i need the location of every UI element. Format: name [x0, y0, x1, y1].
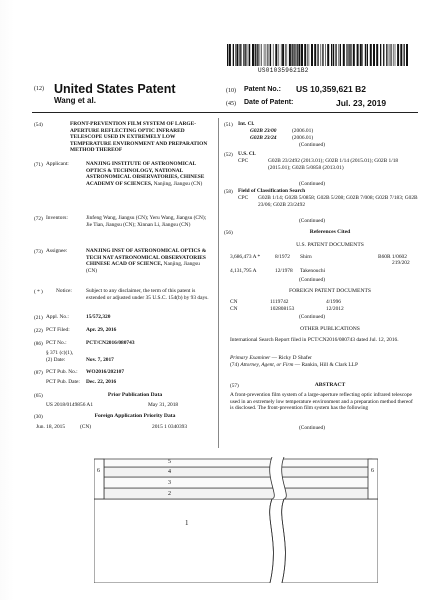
barcode-number: US010359621B2 — [258, 67, 309, 74]
barcode-bar — [325, 44, 326, 66]
barcode-bar — [243, 44, 244, 66]
code-52: (52) — [224, 152, 233, 158]
appl-label: Appl. No.: — [46, 314, 69, 320]
barcode-bar — [273, 44, 274, 66]
code-56: (56) — [224, 230, 233, 236]
code-10: (10) — [226, 88, 236, 94]
us-doc-2-date: 12/1978 — [275, 268, 293, 274]
film-layer-4 — [104, 467, 372, 477]
code-71: (71) — [34, 162, 43, 168]
code-57: (57) — [230, 383, 239, 389]
foreign-docs-continued: (Continued) — [298, 314, 326, 320]
s371-date-label: (2) Date: — [46, 357, 66, 363]
foreign-doc-2-cc: CN — [230, 306, 238, 312]
abstract-text: A front-prevention film system of a large-aperture reflecting optic infrared telescope used in an extremely low temperature environment and a preparation method thereof is disclosed. The front-prevention film system has the following — [230, 392, 413, 412]
int-cl-title: Int. Cl. — [238, 121, 255, 127]
barcode-bar — [393, 44, 394, 66]
date-label: Date of Patent: — [244, 99, 294, 106]
barcode-bar — [258, 44, 259, 66]
substrate-layer-right — [282, 499, 378, 583]
barcode-bar — [390, 44, 391, 66]
figure-label-6-right: 6 — [371, 468, 374, 474]
us-doc-1-number: 3,686,473 A * — [230, 254, 261, 260]
abstract-title: ABSTRACT — [314, 382, 346, 388]
us-cl-text: G02B 23/2492 (2013.01); G02B 1/14 (2015.01); G02B 1/18 (2015.01); G02B 5/0858 (2013.01) — [268, 158, 399, 171]
barcode-bar — [331, 44, 332, 66]
notice: Subject to any disclaimer, the term of this patent is extended or adjusted under 35 U.S.C. 154(b) by 93 days. — [86, 288, 209, 301]
pct-no-label: PCT No.: — [46, 340, 67, 346]
pub-date: Dec. 22, 2016 — [86, 379, 117, 385]
barcode — [226, 44, 408, 66]
pub-number: WO2016/202107 — [86, 369, 125, 375]
barcode-bar — [235, 44, 236, 66]
substrate-layer — [94, 499, 273, 583]
other-pubs-text: International Search Report filed in PCT/CN2016/080743 dated Jul. 12, 2016. — [230, 337, 399, 343]
pub-date-label: PCT Pub. Date: — [46, 379, 80, 385]
figure-label-4: 4 — [168, 469, 171, 475]
barcode-bar — [350, 44, 351, 66]
barcode-bar — [333, 44, 334, 66]
foreign-priority-country: (CN) — [80, 424, 92, 430]
barcode-bar — [389, 44, 390, 66]
foreign-doc-2-number: 102808153 — [270, 306, 295, 312]
barcode-bar — [309, 44, 310, 66]
code-notice: ( * ) — [34, 289, 43, 295]
barcode-bar — [227, 44, 228, 66]
figure-label-3: 3 — [168, 480, 171, 486]
barcode-bar — [357, 44, 359, 66]
barcode-bar — [362, 44, 363, 66]
barcode-bar — [249, 44, 250, 66]
code-72: (72) — [34, 216, 43, 222]
barcode-bar — [304, 44, 306, 66]
barcode-bar — [365, 44, 366, 66]
inventor-short: Wang et al. — [54, 96, 96, 105]
column-divider — [218, 118, 219, 448]
code-30: (30) — [34, 414, 43, 420]
barcode-bar — [348, 44, 349, 66]
patent-title: FRONT-PREVENTION FILM SYSTEM OF LARGE-APERTURE REFLECTING OPTIC INFRARED TELESCOPE USED IN EXTREMELY LOW TEMPERATURE ENVIRONMENT AND PREPARATION METHOD THEREOF — [70, 121, 208, 154]
scan-edge — [0, 0, 14, 600]
s371-date: Nov. 7, 2017 — [86, 357, 114, 363]
pct-number: PCT/CN2016/080743 — [86, 340, 135, 346]
barcode-bar — [400, 44, 402, 66]
assignee: NANJING INST OF ASTRONOMICAL OPTICS & TECH NAT ASTRONOMICAL OBSERVATORIES CHINESE ACAD OF SCIENCE, Nanjing, Jiangsu (CN) — [86, 248, 207, 274]
barcode-bar — [380, 44, 381, 66]
s371-label: § 371 (c)(1), — [46, 350, 74, 356]
barcode-bar — [347, 44, 348, 66]
barcode-bar — [391, 44, 392, 66]
us-cl-cpc-label: CPC — [238, 158, 249, 164]
barcode-bar — [287, 44, 288, 66]
barcode-bar — [245, 44, 246, 66]
barcode-bar — [297, 44, 298, 66]
side-block-right — [368, 459, 378, 499]
barcode-bar — [395, 44, 396, 66]
patent-no-label: Patent No.: — [244, 86, 281, 93]
foreign-priority-number: 2015 1 0340393 — [152, 424, 188, 430]
code-21: (21) — [34, 315, 43, 321]
barcode-bar — [281, 44, 282, 66]
barcode-bar — [322, 44, 323, 66]
barcode-bar — [340, 44, 341, 66]
examiner: Primary Examiner — Ricky D Shafer — [230, 355, 312, 361]
film-layer-5 — [104, 459, 372, 467]
barcode-bar — [292, 44, 293, 66]
barcode-bar — [236, 44, 238, 66]
barcode-bar — [282, 44, 284, 66]
code-87: (87) — [34, 370, 43, 376]
barcode-bar — [260, 44, 261, 66]
barcode-bar — [321, 44, 322, 66]
barcode-bar — [248, 44, 249, 66]
field-continued: (Continued) — [298, 218, 326, 224]
inventors-label: Inventors: — [46, 215, 68, 221]
barcode-bar — [406, 44, 408, 66]
code-65: (65) — [34, 393, 43, 399]
code-22: (22) — [34, 328, 43, 334]
barcode-bar — [370, 44, 372, 66]
us-doc-1-name: Shirn — [300, 254, 312, 260]
film-system-figure — [94, 457, 378, 583]
barcode-bar — [373, 44, 375, 66]
barcode-bar — [397, 44, 399, 66]
barcode-bar — [301, 44, 303, 66]
barcode-bar — [295, 44, 296, 66]
barcode-bar — [269, 44, 270, 66]
prior-pub-title: Prior Publication Data — [107, 392, 163, 398]
barcode-bar — [240, 44, 241, 66]
pct-filed-date: Apr. 29, 2016 — [86, 327, 117, 333]
barcode-bar — [383, 44, 384, 66]
barcode-bar — [335, 44, 336, 66]
barcode-bar — [279, 44, 280, 66]
foreign-doc-1-cc: CN — [230, 299, 238, 305]
document-type: United States Patent — [54, 82, 176, 96]
barcode-bar — [264, 44, 265, 66]
abstract-continued: (Continued) — [298, 425, 326, 431]
references-title: References Cited — [309, 229, 351, 235]
us-doc-1-class: B60R 1/0602 — [378, 254, 407, 260]
pub-no-label: PCT Pub. No.: — [46, 369, 78, 375]
prior-pub-number: US 2018/0149856 A1 — [46, 402, 94, 408]
barcode-bar — [298, 44, 300, 66]
field-cpc-label: CPC — [238, 195, 249, 201]
foreign-docs-title: FOREIGN PATENT DOCUMENTS — [288, 288, 372, 294]
int-cl-1-ver: (2006.01) — [292, 128, 314, 134]
notice-label: Notice: — [56, 288, 72, 294]
us-cl-title: U.S. Cl. — [238, 151, 256, 157]
figure-label-6-left: 6 — [97, 468, 100, 474]
barcode-bar — [239, 44, 240, 66]
barcode-bar — [252, 44, 254, 66]
us-docs-title: U.S. PATENT DOCUMENTS — [296, 242, 364, 248]
barcode-bar — [275, 44, 277, 66]
appl-number: 15/572,320 — [86, 314, 111, 320]
patent-number: US 10,359,621 B2 — [296, 84, 366, 94]
barcode-bar — [307, 44, 308, 66]
barcode-bar — [339, 44, 340, 66]
code-73: (73) — [34, 249, 43, 255]
figure-label-5: 5 — [168, 459, 171, 465]
int-cl-2: G02B 23/24 — [250, 135, 277, 141]
int-cl-1: G02B 23/00 — [250, 128, 277, 134]
barcode-bar — [285, 44, 286, 66]
barcode-bar — [261, 44, 262, 66]
field-search-title: Field of Classification Search — [238, 188, 306, 194]
barcode-bar — [343, 44, 345, 66]
barcode-bar — [314, 44, 316, 66]
applicant: NANJING INSTITUTE OF ASTRONOMICAL OPTICS & TECHNOLOGY, NATIONAL ASTRONOMICAL OBSERVATORIES, CHINESE ACADEMY OF SCIENCES, Nanjing, Jiangsu (CN) — [86, 161, 205, 187]
barcode-bar — [311, 44, 313, 66]
us-doc-2-name: Takenouchi — [300, 268, 326, 274]
inventors: Jinfeng Wang, Jiangsu (CN); Yeru Wang, Jiangsu (CN); Jie Tian, Jiangsu (CN); Xinnan Li, Jiangsu (CN) — [86, 215, 207, 228]
patent-date: Jul. 23, 2019 — [336, 98, 387, 108]
figure-label-2: 2 — [168, 491, 171, 497]
attorney: (74) Attorney, Agent, or Firm — Rankin, Hill & Clark LLP — [230, 362, 358, 368]
code-58: (58) — [224, 189, 233, 195]
barcode-bar — [255, 44, 256, 66]
barcode-bar — [346, 44, 347, 66]
foreign-doc-1-number: 1119742 — [270, 299, 289, 305]
barcode-bar — [233, 44, 234, 66]
us-doc-1-class-2: 219/202 — [392, 260, 410, 266]
code-51: (51) — [224, 122, 233, 128]
barcode-bar — [289, 44, 291, 66]
pct-filed-label: PCT Filed: — [46, 327, 70, 333]
barcode-bar — [353, 44, 355, 66]
barcode-bar — [257, 44, 258, 66]
film-layer-2 — [104, 488, 372, 499]
barcode-bar — [327, 44, 329, 66]
us-doc-2-number: 4,131,795 A — [230, 268, 257, 274]
assignee-label: Assignee: — [46, 248, 68, 254]
code-54: (54) — [34, 122, 43, 128]
header-rule — [32, 112, 418, 113]
int-cl-continued: (Continued) — [298, 142, 326, 148]
side-block-left — [94, 459, 104, 499]
int-cl-2-ver: (2006.01) — [292, 135, 314, 141]
barcode-bar — [404, 44, 405, 66]
barcode-bar — [267, 44, 268, 66]
barcode-bar — [367, 44, 368, 66]
code-45: (45) — [226, 101, 236, 107]
us-docs-continued: (Continued) — [298, 277, 326, 283]
us-cl-continued: (Continued) — [298, 181, 326, 187]
field-search-text: G02B 1/14; G02B 5/0858; G02B 5/208; G02B 7/008; G02B 7/183; G02B 23/06; G02B 23/2492 — [258, 195, 418, 208]
foreign-doc-1-date: 4/1996 — [326, 299, 341, 305]
figure-label-1: 1 — [185, 519, 189, 527]
barcode-bar — [360, 44, 362, 66]
foreign-doc-2-date: 12/2012 — [326, 306, 344, 312]
barcode-bar — [317, 44, 318, 66]
foreign-priority-title: Foreign Application Priority Data — [94, 413, 176, 419]
barcode-bar — [229, 44, 231, 66]
film-layer-3 — [104, 477, 372, 488]
barcode-bar — [266, 44, 267, 66]
us-doc-1-date: 8/1972 — [275, 254, 290, 260]
code-12: (12) — [34, 86, 44, 92]
foreign-priority-date: Jun. 18, 2015 — [36, 424, 66, 430]
code-86: (86) — [34, 341, 43, 347]
barcode-bar — [270, 44, 271, 66]
barcode-bar — [386, 44, 387, 66]
applicant-label: Applicant: — [46, 161, 69, 167]
barcode-bar — [376, 44, 378, 66]
prior-pub-date: May 31, 2018 — [148, 402, 179, 408]
barcode-bar — [293, 44, 294, 66]
other-pubs-title: OTHER PUBLICATIONS — [300, 326, 360, 332]
